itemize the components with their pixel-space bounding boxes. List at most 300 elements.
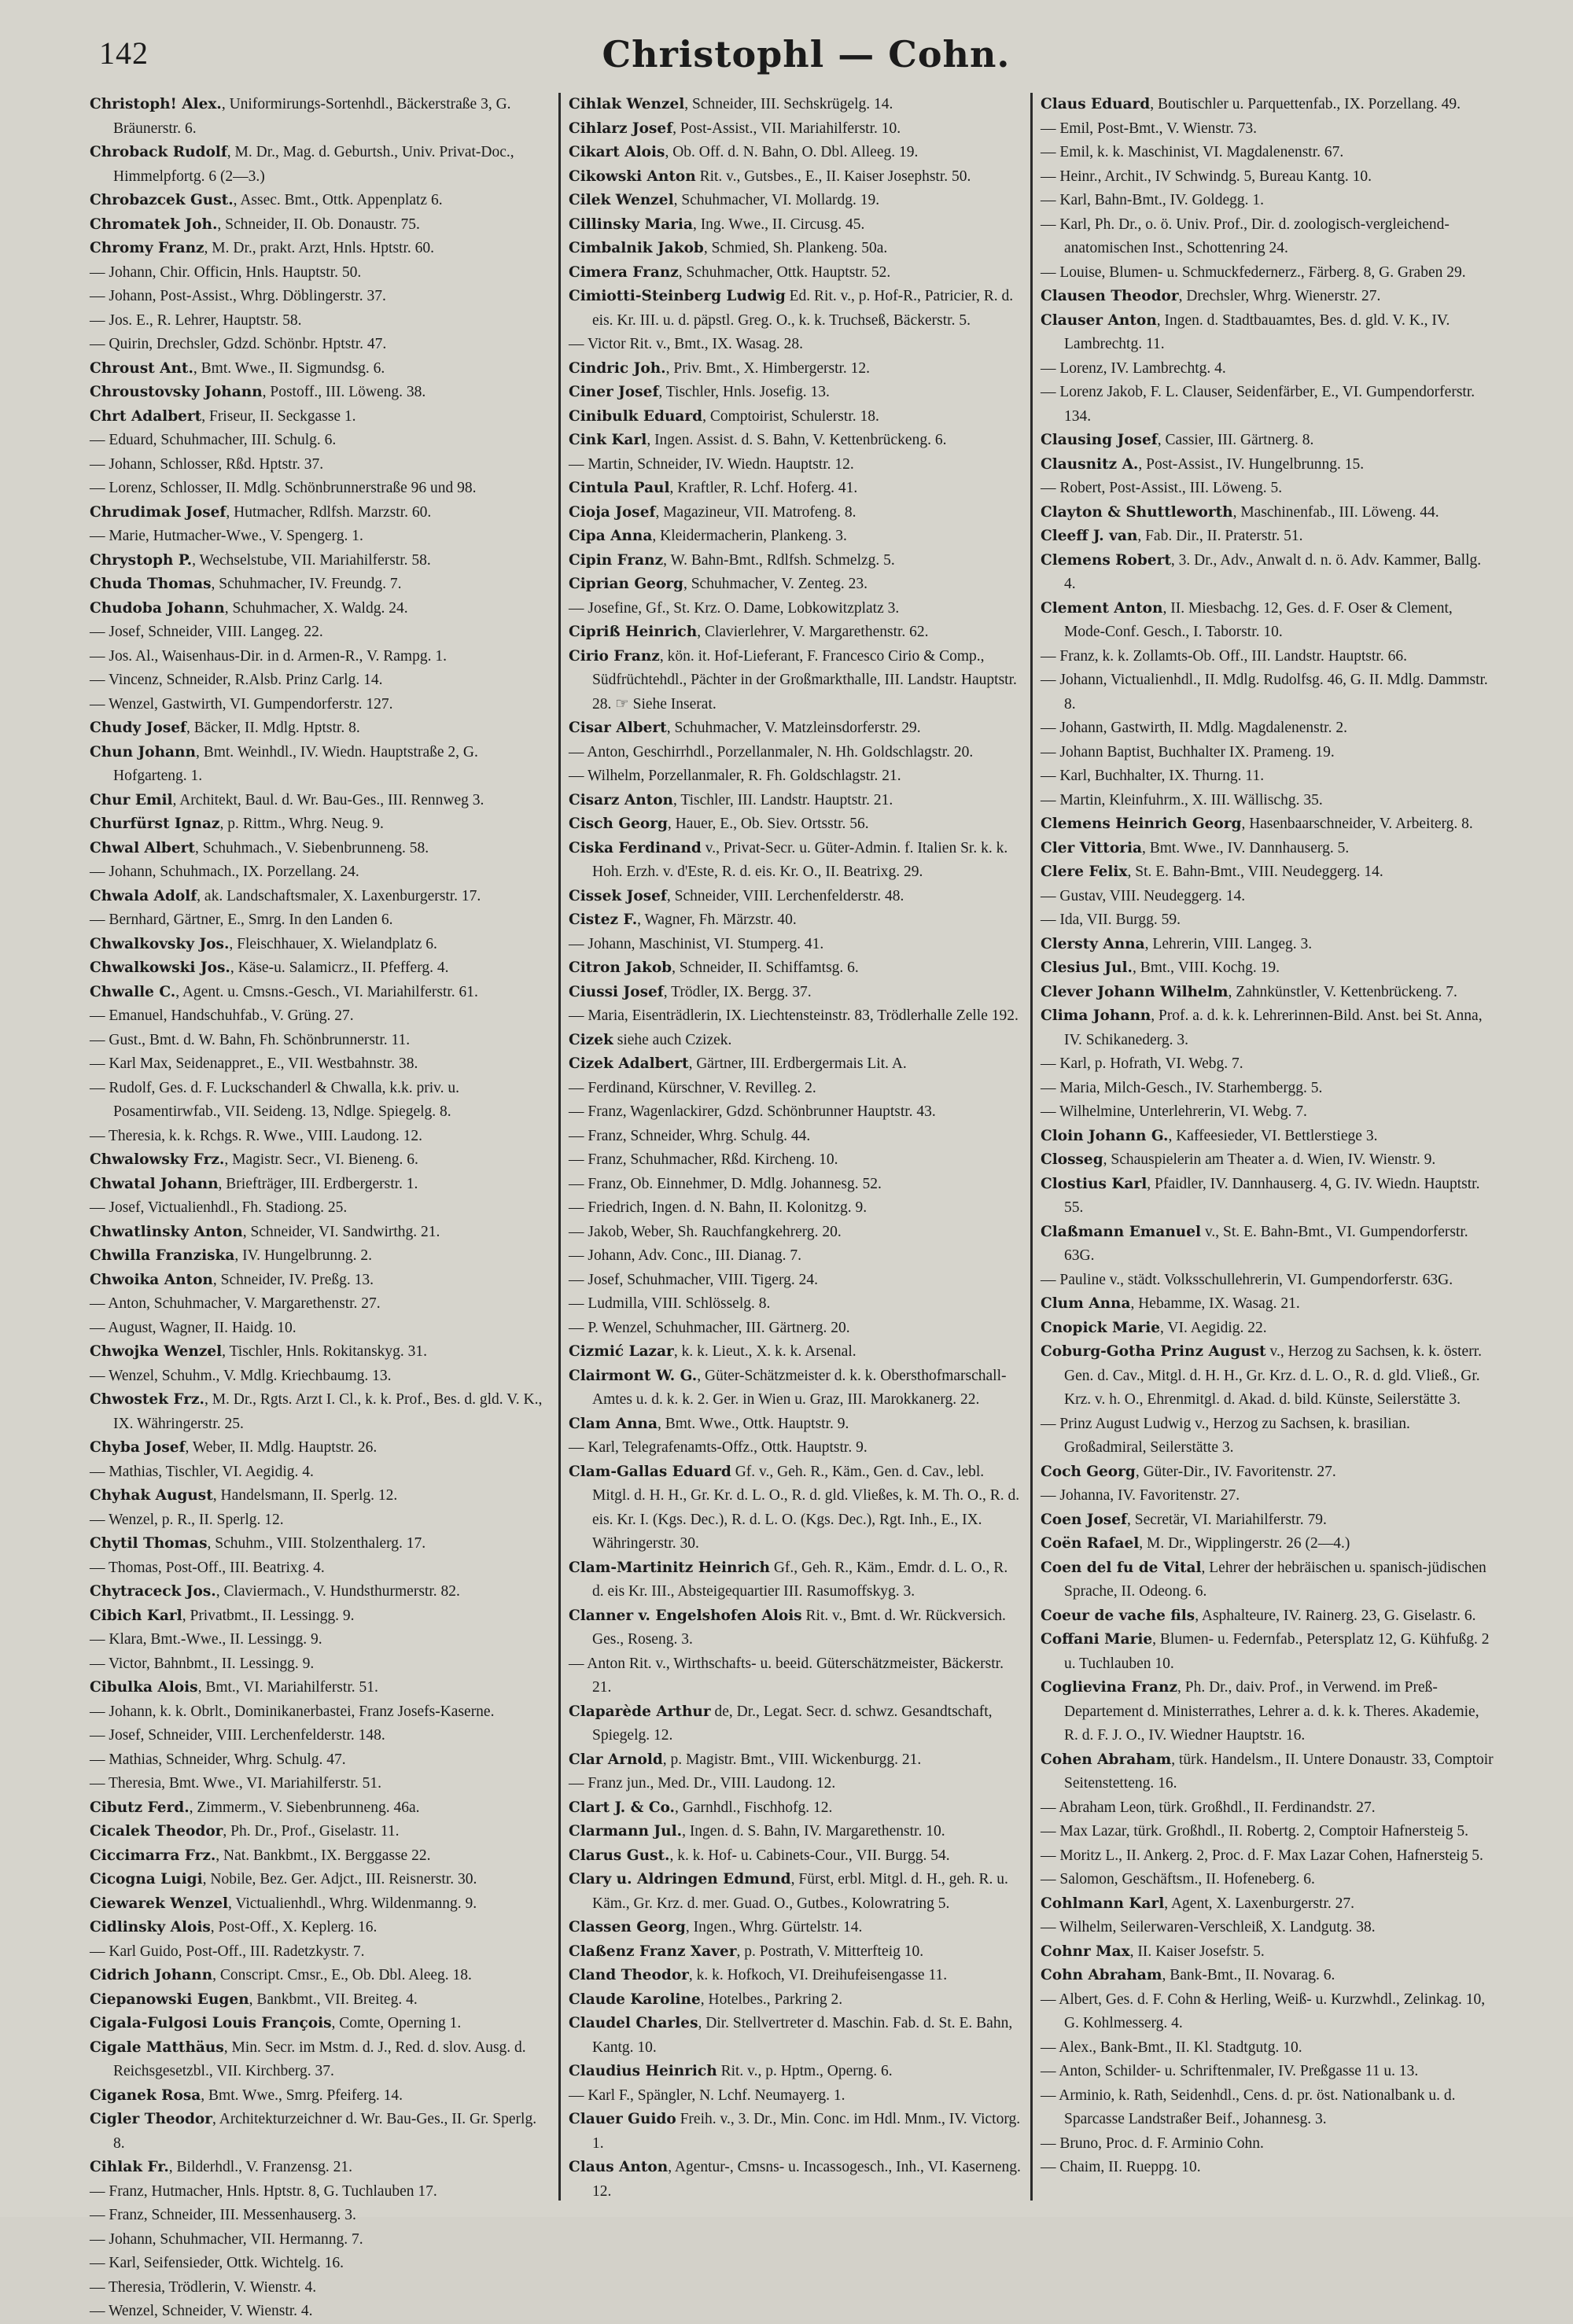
entry-name: Chrystoph P. — [90, 551, 193, 569]
directory-entry — [569, 117, 1022, 142]
entry-text: , M. Dr., Wipplingerstr. 26 (2—4.) — [1139, 1535, 1350, 1552]
directory-entry — [90, 1484, 551, 1508]
entry-name: Coburg-Gotha Prinz August — [1041, 1343, 1266, 1360]
directory-entry — [1041, 2060, 1494, 2084]
entry-text: — Anton, Geschirrhdl., Porzellanmaler, N. Hh. Goldschlagstr. 20. — [569, 743, 974, 761]
entry-name: Coglievina Franz — [1041, 1679, 1177, 1696]
entry-text: , II. Kaiser Josefstr. 5. — [1129, 1943, 1265, 1960]
directory-entry — [1041, 2084, 1494, 2132]
entry-text: , Architekt, Baul. d. Wr. Bau-Ges., III. Rennweg 3. — [172, 791, 484, 808]
directory-entry — [90, 1940, 551, 1965]
directory-entry — [90, 789, 551, 813]
entry-name: Chytil Thomas — [90, 1535, 208, 1552]
entry-name: Clam Anna — [569, 1415, 658, 1432]
entry-name: Citron Jakob — [569, 959, 672, 976]
directory-entry — [90, 573, 551, 597]
directory-entry — [569, 1916, 1022, 1940]
entry-name: Coen Josef — [1041, 1511, 1127, 1528]
entry-text: , Tischler, Hnls. Josefig. 13. — [658, 384, 830, 400]
entry-name: Clausen Theodor — [1041, 288, 1179, 304]
directory-entry — [90, 2156, 551, 2180]
directory-entry — [569, 1269, 1022, 1293]
directory-entry — [90, 2012, 551, 2036]
entry-text: , Schuhmach., V. Siebenbrunneng. 58. — [194, 839, 429, 856]
directory-entry — [1041, 1748, 1494, 1796]
directory-entry — [90, 1221, 551, 1245]
directory-entry — [90, 429, 551, 453]
directory-entry — [90, 2228, 551, 2252]
entry-name: Cohn Abraham — [1041, 1967, 1162, 1983]
directory-entry — [569, 2060, 1022, 2084]
entry-text: — Karl, Ph. Dr., o. ö. Univ. Prof., Dir. d. zoologisch-vergleichend-anatomischen Inst., Schottenring 24. — [1041, 215, 1450, 256]
entry-text: , W. Bahn-Bmt., Rdlfsh. Schmelzg. 5. — [663, 551, 895, 569]
directory-entry — [90, 2276, 551, 2300]
directory-entry — [1041, 1340, 1494, 1412]
entry-name: Chyhak August — [90, 1487, 213, 1504]
entry-text: , Käse-u. Salamicrz., II. Pfefferg. 4. — [230, 959, 449, 976]
entry-name: Coen del fu de Vital — [1041, 1559, 1202, 1576]
entry-text: — Johann, Post-Assist., Whrg. Döblingerstr. 37. — [90, 288, 386, 304]
entry-text: , Fleischhauer, X. Wielandplatz 6. — [229, 935, 437, 952]
entry-text: — Wilhelm, Porzellanmaler, R. Fh. Goldschlagstr. 21. — [569, 768, 901, 784]
entry-name: Clauer Guido — [569, 2111, 676, 2127]
directory-entry — [569, 981, 1022, 1005]
directory-entry — [90, 141, 551, 189]
directory-entry — [1041, 837, 1494, 861]
entry-text: , Uniformirungs-Sortenhdl., Bäckerstraße 3, G. Bräunerstr. 6. — [113, 96, 511, 137]
entry-text: , Fürst, erbl. Mitgl. d. H., geh. R. u. Käm., Gr. Krz. d. mer. Guad. O., Gutbes., Kolowratring 5. — [592, 1871, 1008, 1912]
entry-text: , Schauspielerin am Theater a. d. Wien, IV. Wienstr. 9. — [1103, 1151, 1436, 1168]
entry-text: , Post-Off., X. Keplerg. 16. — [210, 1919, 378, 1935]
directory-entry — [1041, 285, 1494, 309]
entry-name: Cler Vittoria — [1041, 839, 1142, 856]
directory-entry — [90, 2252, 551, 2276]
directory-entry — [569, 189, 1022, 213]
entry-text: — Victor, Bahnbmt., II. Lessingg. 9. — [90, 1655, 315, 1672]
entry-text: — Jos. Al., Waisenhaus-Dir. in d. Armen-R., V. Rampg. 1. — [90, 647, 447, 665]
entry-text: — Maria, Milch-Gesch., IV. Starhembergg. 5. — [1041, 1079, 1323, 1096]
directory-entry — [1041, 213, 1494, 261]
entry-text: — Marie, Hutmacher-Wwe., V. Spengerg. 1. — [90, 528, 363, 544]
directory-entry — [569, 1844, 1022, 1869]
entry-text: — Franz, Schneider, Whrg. Schulg. 44. — [569, 1127, 811, 1144]
entry-text: , Zimmerm., V. Siebenbrunneng. 46a. — [189, 1799, 420, 1816]
entry-text: — Wenzel, Schuhm., V. Mdlg. Kriechbaumg. 13. — [90, 1367, 392, 1384]
entry-text: — Karl, p. Hofrath, VI. Webg. 7. — [1041, 1055, 1243, 1072]
entry-text: , Ob. Off. d. N. Bahn, O. Dbl. Alleeg. 19. — [665, 144, 919, 160]
entry-text: , Post-Assist., VII. Mariahilferstr. 10. — [672, 120, 901, 137]
directory-entry — [1041, 1556, 1494, 1604]
entry-text: — Victor Rit. v., Bmt., IX. Wasag. 28. — [569, 336, 804, 352]
entry-text: , Wechselstube, VII. Mariahilferstr. 58. — [192, 551, 431, 569]
directory-entry — [90, 621, 551, 645]
directory-entry — [1041, 789, 1494, 813]
directory-entry — [90, 1388, 551, 1436]
directory-entry — [569, 549, 1022, 573]
entry-name: Cigala-Fulgosi Louis François — [90, 2015, 332, 2031]
entry-text: — Max Lazar, türk. Großhdl., II. Robertg. 2, Comptoir Hafnersteig 5. — [1041, 1823, 1469, 1840]
directory-entry — [1041, 812, 1494, 837]
directory-entry — [569, 933, 1022, 957]
entry-text: — Karl, Telegrafenamts-Offz., Ottk. Hauptstr. 9. — [569, 1439, 868, 1456]
directory-entry — [90, 381, 551, 405]
entry-text: , Fab. Dir., II. Praterstr. 51. — [1137, 528, 1303, 544]
directory-entry — [90, 189, 551, 213]
directory-entry — [1041, 716, 1494, 741]
directory-entry — [1041, 357, 1494, 381]
directory-entry — [569, 1244, 1022, 1269]
directory-entry — [1041, 2036, 1494, 2061]
directory-entry — [1041, 1988, 1494, 2036]
entry-text: , Schneider, III. Sechskrügelg. 14. — [684, 96, 893, 112]
directory-entry — [90, 1892, 551, 1917]
entry-text: — Anton, Schuhmacher, V. Margarethenstr. 27. — [90, 1295, 381, 1312]
entry-text: , Bilderhdl., V. Franzensg. 21. — [168, 2159, 353, 2175]
entry-name: Cipin Franz — [569, 551, 664, 569]
page-header — [87, 30, 1526, 85]
entry-text: , Schuhmacher, VI. Mollardg. 19. — [673, 192, 880, 208]
directory-entry — [90, 1748, 551, 1773]
entry-name: Classen Georg — [569, 1919, 686, 1935]
directory-entry — [1041, 1292, 1494, 1317]
entry-text: — Wilhelm, Seilerwaren-Verschleiß, X. Landgutg. 38. — [1041, 1919, 1376, 1935]
directory-entry — [1041, 860, 1494, 885]
directory-entry — [90, 1508, 551, 1533]
entry-text: — Klara, Bmt.-Wwe., II. Lessingg. 9. — [90, 1631, 322, 1648]
directory-entry — [90, 2108, 551, 2156]
entry-text: — Anton Rit. v., Wirthschafts- u. beeid. Güterschätzmeister, Bäckerstr. 21. — [569, 1655, 1004, 1696]
entry-text: , Kaffeesieder, VI. Bettlerstiege 3. — [1168, 1127, 1378, 1144]
directory-entry — [569, 716, 1022, 741]
entry-text: , Schuhm., VIII. Stolzenthalerg. 17. — [207, 1535, 426, 1552]
entry-text: , Tischler, III. Landstr. Hauptstr. 21. — [673, 791, 893, 808]
directory-entry — [569, 381, 1022, 405]
entry-text: — Salomon, Geschäftsm., II. Hofeneberg. 6. — [1041, 1871, 1315, 1888]
directory-entry — [569, 525, 1022, 549]
entry-text: , Victualienhdl., Whrg. Wildenmanng. 9. — [228, 1895, 477, 1912]
directory-entry — [1041, 1460, 1494, 1485]
entry-text: — Friedrich, Ingen. d. N. Bahn, II. Kolonitzg. 9. — [569, 1199, 868, 1216]
entry-text: — Johann, Schuhmach., IX. Porzellang. 24. — [90, 864, 359, 880]
entry-text: — Theresia, k. k. Rchgs. R. Wwe., VIII. Laudong. 12. — [90, 1127, 422, 1144]
entry-name: Coffani Marie — [1041, 1631, 1153, 1648]
directory-entry — [90, 1796, 551, 1821]
entry-text: — Mathias, Schneider, Whrg. Schulg. 47. — [90, 1751, 346, 1768]
entry-text: , Conscript. Cmsr., E., Ob. Dbl. Aleeg. 18. — [212, 1967, 472, 1983]
entry-text: , k. k. Hofkoch, VI. Dreihufeisengasse 11. — [688, 1967, 948, 1983]
entry-name: Claus Eduard — [1041, 96, 1151, 112]
directory-entry — [90, 933, 551, 957]
directory-entry — [1041, 309, 1494, 357]
directory-entry — [1041, 93, 1494, 117]
directory-entry — [90, 668, 551, 693]
entry-text: , Schneider, IV. Preßg. 13. — [212, 1271, 374, 1288]
entry-name: Claus Anton — [569, 2159, 669, 2175]
entry-text: , Min. Secr. im Mstm. d. J., Red. d. slov. Ausg. d. Reichsgesetzbl., VII. Kirchberg. 37. — [113, 2039, 526, 2079]
entry-text: , Handelsmann, II. Sperlg. 12. — [212, 1487, 398, 1504]
entry-name: Cidlinsky Alois — [90, 1919, 211, 1935]
entry-name: Clesius Jul. — [1041, 959, 1133, 976]
entry-text: , Bmt. Wwe., II. Sigmundsg. 6. — [193, 359, 385, 377]
entry-name: Coch Georg — [1041, 1463, 1136, 1480]
directory-entry — [1041, 1820, 1494, 1844]
entry-name: Cimbalnik Jakob — [569, 240, 704, 256]
entry-text: , Trödler, IX. Bergg. 37. — [663, 983, 812, 1000]
entry-text: , Gärtner, III. Erdbergermais Lit. A. — [688, 1055, 907, 1072]
entry-text: — Franz, Schuhmacher, Rßd. Kircheng. 10. — [569, 1151, 838, 1168]
directory-entry — [569, 1700, 1022, 1748]
entry-name: Clemens Heinrich Georg — [1041, 816, 1242, 832]
entry-text: — Gustav, VIII. Neudeggerg. 14. — [1041, 887, 1246, 904]
entry-text: — Jakob, Weber, Sh. Rauchfangkehrerg. 20. — [569, 1223, 842, 1240]
entry-text: , Pfaidler, IV. Dannhauserg. 4, G. IV. Wiedn. Hauptstr. 55. — [1064, 1175, 1480, 1216]
entry-text: , VI. Aegidig. 22. — [1160, 1319, 1267, 1336]
entry-name: Cizek Adalbert — [569, 1055, 689, 1072]
directory-entry — [90, 261, 551, 285]
directory-entry — [569, 908, 1022, 933]
entry-text: — Emanuel, Handschuhfab., V. Grüng. 27. — [90, 1007, 354, 1024]
entry-name: Clausnitz A. — [1041, 455, 1139, 473]
entry-text: , Schneider, VI. Sandwirthg. 21. — [242, 1223, 440, 1240]
directory-entry — [569, 1556, 1022, 1604]
entry-text: , p. Rittm., Whrg. Neug. 9. — [219, 816, 384, 832]
entry-text: , Lehrer der hebräischen u. spanisch-jüdischen Sprache, II. Odeong. 6. — [1064, 1559, 1486, 1600]
entry-text: — Karl, Buchhalter, IX. Thurng. 11. — [1041, 768, 1265, 784]
directory-entry — [569, 1412, 1022, 1437]
directory-entry — [90, 1916, 551, 1940]
entry-text: , Claviermach., V. Hundsthurmerstr. 82. — [216, 1583, 460, 1600]
entry-name: Chwal Albert — [90, 839, 195, 856]
entry-text: , Nat. Bankbmt., IX. Berggasse 22. — [216, 1847, 431, 1864]
entry-text: — Emil, k. k. Maschinist, VI. Magdalenenstr. 67. — [1041, 144, 1344, 160]
directory-entry — [90, 2036, 551, 2084]
entry-name: Clar Arnold — [569, 1751, 663, 1768]
entry-name: Cissek Josef — [569, 887, 667, 904]
entry-text: , Ingen. d. Stadtbauamtes, Bes. d. gld. V. K., IV. Lambrechtg. 11. — [1064, 311, 1450, 352]
entry-text: , Bmt. Wwe., Ottk. Hauptstr. 9. — [658, 1415, 849, 1432]
directory-entry — [569, 1460, 1022, 1556]
entry-text: , Wagner, Fh. Märzstr. 40. — [637, 912, 797, 928]
directory-entry — [90, 453, 551, 477]
directory-entry — [90, 812, 551, 837]
entry-name: Clairmont W. G. — [569, 1367, 698, 1384]
directory-entry — [90, 1844, 551, 1869]
entry-text: , Briefträger, III. Erdbergerstr. 1. — [218, 1175, 418, 1192]
directory-entry — [569, 1292, 1022, 1317]
directory-entry — [569, 1652, 1022, 1700]
directory-entry — [1041, 1892, 1494, 1917]
entry-name: Chun Johann — [90, 743, 196, 761]
entry-text: — Franz, Schneider, III. Messenhauserg. 3. — [90, 2207, 356, 2223]
entry-name: Cihlak Fr. — [90, 2159, 169, 2175]
entry-text: de, Dr., Legat. Secr. d. schwz. Gesandtschaft, Spiegelg. 12. — [592, 1703, 993, 1744]
entry-name: Clanner v. Engelshofen Alois — [569, 1607, 802, 1624]
entry-name: Chroustovsky Johann — [90, 384, 263, 400]
entry-text: , Comte, Operning 1. — [331, 2015, 462, 2031]
entry-text: — Josef, Victualienhdl., Fh. Stadiong. 25. — [90, 1199, 348, 1216]
directory-entry — [569, 597, 1022, 621]
directory-entry — [90, 1652, 551, 1677]
entry-name: Chwala Adolf — [90, 887, 197, 904]
directory-entry — [1041, 1604, 1494, 1629]
entry-text: , Schuhmacher, IV. Freundg. 7. — [211, 576, 402, 592]
entry-name: Chudoba Johann — [90, 599, 225, 617]
entry-text: — Johann, k. k. Obrlt., Dominikanerbastei, Franz Josefs-Kaserne. — [90, 1703, 495, 1720]
entry-text: , IV. Hungelbrunng. 2. — [234, 1247, 372, 1264]
entry-text: — Anton, Schilder- u. Schriftenmaler, IV. Preßgasse 11 u. 13. — [1041, 2063, 1419, 2079]
directory-entry — [1041, 1173, 1494, 1221]
entry-text: , Priv. Bmt., X. Himbergerstr. 12. — [665, 359, 871, 377]
entry-name: Cikowski Anton — [569, 168, 696, 185]
directory-entry — [1041, 764, 1494, 789]
directory-entry — [90, 1004, 551, 1029]
entry-text: — Moritz L., II. Ankerg. 2, Proc. d. F. Max Lazar Cohen, Hafnersteig 5. — [1041, 1847, 1483, 1864]
entry-name: Cisarz Anton — [569, 791, 673, 808]
entry-name: Chwojka Wenzel — [90, 1343, 223, 1360]
entry-text: , Prof. a. d. k. k. Lehrerinnen-Bild. Anst. bei St. Anna, IV. Schikanederg. 3. — [1064, 1007, 1483, 1048]
entry-name: Claudius Heinrich — [569, 2063, 717, 2079]
entry-text: , M. Dr., Rgts. Arzt I. Cl., k. k. Prof., Bes. d. gld. V. K., IX. Währingerstr. 25. — [113, 1391, 543, 1432]
entry-name: Cillinsky Maria — [569, 215, 693, 233]
entry-text: — Josefine, Gf., St. Krz. O. Dame, Lobkowitzplatz 3. — [569, 599, 900, 617]
directory-entry — [569, 213, 1022, 238]
entry-name: Chwostek Frz. — [90, 1391, 204, 1408]
directory-entry — [90, 2204, 551, 2228]
entry-name: Clausing Josef — [1041, 432, 1158, 448]
entry-text: — Karl F., Spängler, N. Lchf. Neumayerg. 1. — [569, 2086, 845, 2104]
entry-text: — Eduard, Schuhmacher, III. Schulg. 6. — [90, 432, 337, 448]
directory-entry — [90, 1868, 551, 1892]
directory-entry — [569, 477, 1022, 501]
directory-entry — [569, 1940, 1022, 1965]
entry-name: Chytraceck Jos. — [90, 1583, 216, 1600]
entry-text: — Albert, Ges. d. F. Cohn & Herling, Weiß- u. Kurzwhdl., Zelinkag. 10, G. Kohlmesserg. 4. — [1041, 1991, 1486, 2031]
entry-text: v., St. E. Bahn-Bmt., VI. Gumpendorferstr. 63G. — [1064, 1223, 1468, 1264]
entry-name: Chwalkowski Jos. — [90, 959, 230, 976]
entry-text: — Quirin, Drechsler, Gdzd. Schönbr. Hptstr. 47. — [90, 336, 387, 352]
entry-name: Cimiotti-Steinberg Ludwig — [569, 288, 786, 304]
entry-name: Cisch Georg — [569, 816, 668, 832]
entry-text: — Josef, Schuhmacher, VIII. Tigerg. 24. — [569, 1271, 818, 1288]
entry-name: Clarus Gust. — [569, 1847, 670, 1864]
directory-entry — [569, 1988, 1022, 2013]
directory-entry — [569, 812, 1022, 837]
directory-entry — [90, 1964, 551, 1988]
directory-entry — [1041, 381, 1494, 429]
directory-entry — [1041, 1004, 1494, 1052]
directory-entry — [569, 501, 1022, 525]
entry-text: , Secretär, VI. Mariahilferstr. 79. — [1126, 1511, 1327, 1528]
directory-entry — [569, 2156, 1022, 2204]
entry-text: — Gust., Bmt. d. W. Bahn, Fh. Schönbrunnerstr. 11. — [90, 1031, 411, 1048]
directory-entry — [1041, 1676, 1494, 1748]
entry-text: , Hasenbaarschneider, V. Arbeiterg. 8. — [1241, 816, 1473, 832]
entry-name: Clement Anton — [1041, 599, 1163, 617]
entry-name: Clemens Robert — [1041, 551, 1171, 569]
entry-name: Clarmann Jul. — [569, 1823, 683, 1840]
entry-name: Claudel Charles — [569, 2015, 698, 2031]
entry-text: — Wenzel, p. R., II. Sperlg. 12. — [90, 1511, 284, 1528]
directory-entry — [569, 1340, 1022, 1365]
entry-text: , Schneider, II. Schiffamtsg. 6. — [672, 959, 859, 976]
entry-text: — Johanna, IV. Favoritenstr. 27. — [1041, 1487, 1240, 1504]
directory-entry — [1041, 141, 1494, 165]
directory-entry — [90, 1196, 551, 1221]
entry-name: Cigler Theodor — [90, 2111, 213, 2127]
entry-name: Claude Karoline — [569, 1991, 701, 2008]
entry-name: Closseg — [1041, 1151, 1103, 1168]
directory-entry — [90, 741, 551, 789]
directory-entry — [1041, 981, 1494, 1005]
entry-name: Chwalle C. — [90, 983, 176, 1000]
entry-text: , Kraftler, R. Lchf. Hoferg. 41. — [669, 480, 858, 496]
entry-text: — Prinz August Ludwig v., Herzog zu Sachsen, k. brasilian. Großadmiral, Seilerstätte 3. — [1041, 1415, 1410, 1456]
entry-text: — Ferdinand, Kürschner, V. Revilleg. 2. — [569, 1079, 816, 1096]
entry-text: — Franz, Ob. Einnehmer, D. Mdlg. Johannesg. 52. — [569, 1175, 882, 1192]
entry-text: , Hutmacher, Rdlfsh. Marzstr. 60. — [226, 503, 432, 521]
directory-entry — [90, 716, 551, 741]
entry-text: — Arminio, k. Rath, Seidenhdl., Cens. d. pr. öst. Nationalbank u. d. Sparcasse Landstraßer Beif., Johannesg. 3. — [1041, 2086, 1456, 2127]
directory-entry — [569, 1964, 1022, 1988]
entry-text: , Drechsler, Whrg. Wienerstr. 27. — [1178, 288, 1381, 304]
directory-entry — [569, 573, 1022, 597]
directory-entry — [1041, 668, 1494, 716]
directory-entry — [569, 93, 1022, 117]
entry-text: — Lorenz, IV. Lambrechtg. 4. — [1041, 359, 1226, 377]
entry-text: — Louise, Blumen- u. Schmuckfedernerz., Färberg. 8, G. Graben 29. — [1041, 263, 1466, 281]
entry-text: , Magazineur, VII. Matrofeng. 8. — [655, 503, 856, 521]
directory-entry — [90, 477, 551, 501]
directory-entry — [1041, 165, 1494, 190]
entry-text: , Privatbmt., II. Lessingg. 9. — [182, 1607, 355, 1624]
directory-entry — [569, 429, 1022, 453]
directory-entry — [90, 501, 551, 525]
entry-text: — Maria, Eisenträdlerin, IX. Liechtensteinstr. 83, Trödlerhalle Zelle 192. — [569, 1007, 1019, 1024]
entry-text: , Ingen. Assist. d. S. Bahn, V. Kettenbrückeng. 6. — [647, 432, 947, 448]
entry-text: — Theresia, Trödlerin, V. Wienstr. 4. — [90, 2278, 317, 2296]
directory-entry — [1041, 429, 1494, 453]
directory-entry — [90, 908, 551, 933]
entry-name: Cohlmann Karl — [1041, 1895, 1165, 1912]
entry-name: Cisar Albert — [569, 720, 667, 736]
directory-entry — [569, 2012, 1022, 2060]
directory-entry — [90, 1628, 551, 1652]
entry-name: Ciussi Josef — [569, 983, 664, 1000]
entry-name: Cink Karl — [569, 432, 647, 448]
entry-name: Clere Felix — [1041, 864, 1128, 880]
entry-name: Cibulka Alois — [90, 1679, 198, 1696]
directory-entry — [90, 525, 551, 549]
directory-entry — [569, 357, 1022, 381]
directory-entry — [1041, 1148, 1494, 1173]
entry-name: Cloin Johann G. — [1041, 1127, 1169, 1144]
entry-text: — Martin, Schneider, IV. Wiedn. Hauptstr. 12. — [569, 455, 854, 473]
directory-entry — [569, 2108, 1022, 2156]
entry-name: Cohnr Max — [1041, 1943, 1130, 1960]
entry-name: Cigale Matthäus — [90, 2039, 224, 2056]
entry-text: , Schuhmacher, X. Waldg. 24. — [224, 599, 408, 617]
entry-text: , Bmt., VI. Mariahilferstr. 51. — [197, 1679, 378, 1696]
directory-entry — [569, 1148, 1022, 1173]
entry-name: Cipriß Heinrich — [569, 624, 698, 640]
entry-text: v., Herzog zu Sachsen, k. k. österr. Gen. d. Cav., Mitgl. d. H. H., Gr. Krz. d. L. O., R. d. gld. Vließ., Gr. Krz. v. h. O., Ehrenmitgl. d. Akad. d. bild. Künste, Seilerstätte 3. — [1064, 1343, 1482, 1408]
directory-entry — [1041, 645, 1494, 669]
entry-text: , Güter-Dir., IV. Favoritenstr. 27. — [1135, 1463, 1336, 1480]
directory-entry — [90, 1173, 551, 1197]
directory-entry — [569, 764, 1022, 789]
entry-text: — Martin, Kleinfuhrm., X. III. Wällischg. 35. — [1041, 791, 1323, 808]
entry-text: — Ludmilla, VIII. Schlösselg. 8. — [569, 1295, 771, 1312]
